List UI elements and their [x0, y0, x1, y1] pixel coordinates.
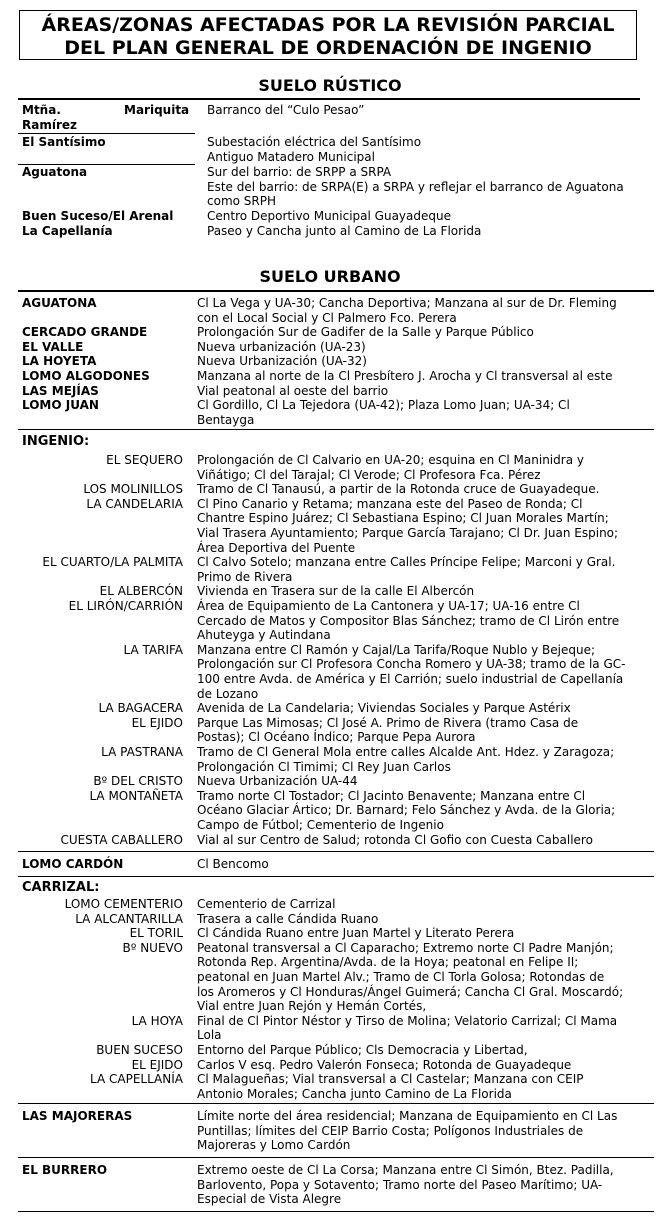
rustico-area-label: Ramírez — [22, 117, 77, 132]
urbano-area-label: LOMO ALGODONES — [22, 369, 150, 383]
rustico-description-line: Este del barrio: de SRPA(E) a SRPA y reflejar el barranco de Aguatona — [207, 179, 624, 194]
carrizal-description-line: Antonio Morales; Cancha junto Camino de La Florida — [197, 1086, 512, 1101]
carrizal-area-label: EL EJIDO — [131, 1057, 183, 1072]
el-burrero-label: EL BURRERO — [22, 1163, 108, 1177]
ingenio-area-label: LA PASTRANA — [101, 745, 183, 759]
ingenio-description-line: Tramo de Cl Tanausú, a partir de la Rotonda cruce de Guayadeque. — [197, 482, 600, 497]
urbano-description-line: con el Local Social y Cl Palmero Fco. Perera — [197, 310, 457, 325]
ingenio-description-line: Tramo de Cl General Mola entre calles Alcalde Ant. Hdez. y Zaragoza; — [197, 745, 615, 759]
ingenio-description-line: Prolongación sur Cl Profesora Concha Romero y UA-38; tramo de la GC- — [197, 657, 626, 672]
rustico-area-label: Mariquita — [124, 103, 190, 117]
lomo-cardon-top-rule — [18, 851, 654, 852]
ingenio-area-label: LA CANDELARIA — [86, 496, 183, 511]
urbano-description-line: Prolongación Sur de Gadifer de la Salle y Parque Público — [197, 325, 534, 340]
ingenio-area-label: LA TARIFA — [123, 642, 183, 657]
urbano-description-line: Cl La Vega y UA-30; Cancha Deportiva; Manzana al sur de Dr. Fleming — [197, 296, 617, 310]
rustico-top-rule — [18, 98, 640, 100]
ingenio-description-line: Manzana entre Cl Ramón y Cajal/La Tarifa/Roque Nublo y Bejeque; — [197, 642, 596, 657]
ingenio-description-line: Campo de Fútbol; Cementerio de Ingenio — [197, 818, 444, 832]
ingenio-area-label: EL CUARTO/LA PALMITA — [42, 555, 183, 570]
las-majoreras-description-line: Majoreras y Lomo Cardón — [197, 1138, 351, 1153]
carrizal-description-line: Vial entre Juan Rejón y Hemán Cortés, — [197, 999, 427, 1014]
ingenio-description-line: Tramo norte Cl Tostador; Cl Jacinto Benavente; Manzana entre Cl — [197, 788, 586, 803]
ingenio-description-line: Cl Pino Canario y Retama; manzana este del Paseo de Ronda; Cl — [197, 496, 583, 511]
ingenio-description-line: Área de Equipamiento de La Cantonera y UA-17; UA-16 entre Cl — [197, 599, 580, 613]
title-box — [19, 10, 637, 60]
ingenio-description-line: Cl Calvo Sotelo; manzana entre Calles Príncipe Felipe; Marconi y Gral. — [197, 555, 616, 570]
urbano-area-label: LAS MEJÍAS — [22, 383, 99, 398]
ingenio-description-line: Chantre Espino Juárez; Cl Sebastiana Espino; Cl Juan Morales Martín; — [197, 511, 609, 526]
majoreras-top-rule — [18, 1103, 654, 1104]
carrizal-description-line: Entorno del Parque Público; Cls Democracia y Libertad, — [197, 1043, 528, 1057]
carrizal-description-line: Lola — [197, 1028, 222, 1043]
ingenio-description-line: Océano Glaciar Ártico; Dr. Barnard; Felo Sánchez y Avda. de la Gloria; — [197, 803, 616, 818]
title-line-2: DEL PLAN GENERAL DE ORDENACIÓN DE INGENIO — [64, 37, 592, 59]
carrizal-area-label: EL TORIL — [129, 926, 183, 941]
carrizal-description-line: Cl Malagueñas; Vial transversal a Cl Castelar; Manzana con CEIP — [197, 1072, 584, 1087]
rustico-description-line: como SRPH — [207, 194, 276, 209]
carrizal-description-line: Carlos V esq. Pedro Valerón Fonseca; Rotonda de Guayadeque — [197, 1057, 572, 1072]
ingenio-area-label: CUESTA CABALLERO — [60, 832, 183, 847]
burrero-top-rule — [18, 1157, 654, 1158]
heading-suelo-rustico: SUELO RÚSTICO — [258, 76, 402, 95]
el-burrero-description-line: Barlovento, Popa y Sotavento; Tramo norte del Paseo Marítimo; UA- — [197, 1177, 603, 1192]
ingenio-area-label: LOS MOLINILLOS — [83, 482, 183, 497]
carrizal-area-label: BUEN SUCESO — [96, 1043, 183, 1057]
carrizal-description-line: Trasera a calle Cándida Ruano — [197, 911, 379, 926]
carrizal-header: CARRIZAL: — [22, 880, 100, 895]
urbano-description-line: Cl Gordillo, Cl La Tejedora (UA-42); Plaza Lomo Juan; UA-34; Cl — [197, 398, 570, 413]
bottom-rule — [18, 1211, 654, 1212]
rustico-area-label: Buen Suceso/El Arenal — [22, 209, 174, 223]
ingenio-description-line: Vial Trasera Ayuntamiento; Parque García Tarajano; Cl Dr. Juan Espino; — [197, 526, 619, 540]
las-majoreras-description-line: Puntillas; límites del CEIP Barrio Costa; Polígonos Industriales de — [197, 1123, 584, 1138]
carrizal-area-label: LA ALCANTARILLA — [75, 911, 183, 926]
ingenio-description-line: Área Deportiva del Puente — [197, 540, 356, 555]
urbano-area-label: CERCADO GRANDE — [22, 325, 148, 340]
ingenio-area-label: EL LIRÓN/CARRIÓN — [68, 599, 183, 613]
carrizal-description-line: Final de Cl Pintor Néstor y Tirso de Molina; Velatorio Carrizal; Cl Mama — [197, 1013, 618, 1028]
ingenio-area-label: Bº DEL CRISTO — [93, 774, 183, 789]
carrizal-area-label: LA CAPELLANÍA — [90, 1072, 183, 1087]
urbano-description-line: Vial peatonal al oeste del barrio — [197, 383, 389, 398]
el-burrero-description-line: Especial de Vista Alegre — [197, 1192, 342, 1207]
ingenio-description-line: Cercado de Matos y Compositor Blas Sánchez; tramo de Cl Lirón entre — [197, 613, 620, 628]
ingenio-description-line: Postas); Cl Océano Índico; Parque Pepa Aurora — [197, 730, 476, 745]
urbano-description-line: Nueva urbanización (UA-23) — [197, 339, 366, 354]
carrizal-description-line: los Aromeros y Cl Honduras/Ángel Guimerá; Cancha Cl Gral. Moscardó; — [197, 984, 624, 999]
ingenio-area-label: EL SEQUERO — [106, 453, 183, 467]
rustico-description-line: Centro Deportivo Municipal Guayadeque — [207, 209, 451, 223]
title-line-1: ÁREAS/ZONAS AFECTADAS POR LA REVISIÓN PARCIAL — [41, 14, 615, 36]
urbano-area-label: AGUATONA — [22, 296, 97, 310]
urbano-area-label: LOMO JUAN — [22, 398, 99, 413]
carrizal-description-line: peatonal en Juan Martel Alv.; Tramo de Cl Torla Golosa; Rotondas de — [197, 970, 605, 984]
lomo-cardon-description-line: Cl Bencomo — [197, 857, 269, 871]
ingenio-area-label: LA MONTAÑETA — [89, 788, 183, 803]
ingenio-description-line: Avenida de La Candelaria; Viviendas Sociales y Parque Astérix — [197, 701, 571, 716]
rustico-description-line: Sur del barrio: de SRPP a SRPA — [207, 165, 392, 179]
rustico-row-divider — [18, 133, 195, 134]
rustico-description-line: Antiguo Matadero Municipal — [207, 149, 375, 164]
carrizal-description-line: Rotonda Rep. Argentina/Avda. de la Hoya; peatonal en Felipe II; — [197, 955, 579, 970]
carrizal-description-line: Cl Cándida Ruano entre Juan Martel y Literato Perera — [197, 926, 515, 941]
carrizal-description-line: Cementerio de Carrizal — [197, 897, 336, 911]
ingenio-header: INGENIO: — [22, 434, 90, 449]
ingenio-description-line: Nueva Urbanización UA-44 — [197, 774, 358, 789]
rustico-area-label: Mtña. — [22, 103, 61, 117]
las-majoreras-description-line: Límite norte del área residencial; Manzana de Equipamiento en Cl Las — [197, 1109, 618, 1123]
ingenio-description-line: Primo de Rivera — [197, 569, 293, 584]
lomo-cardon-label: LOMO CARDÓN — [22, 857, 124, 871]
rustico-description-line: Subestación eléctrica del Santísimo — [207, 135, 422, 149]
urbano-top-rule — [18, 290, 654, 292]
ingenio-description-line: Ahuteyga y Autindana — [197, 628, 331, 643]
ingenio-area-label: EL EJIDO — [131, 715, 183, 730]
ingenio-description-line: Vial al sur Centro de Salud; rotonda Cl Gofio con Cuesta Caballero — [197, 832, 593, 847]
ingenio-description-line: Vivienda en Trasera sur de la calle El Albercón — [197, 584, 475, 599]
heading-suelo-urbano: SUELO URBANO — [259, 267, 401, 286]
ingenio-description-line: Parque Las Mimosas; Cl José A. Primo de Rivera (tramo Casa de — [197, 715, 579, 730]
urbano-description-line: Nueva Urbanización (UA-32) — [197, 354, 367, 369]
ingenio-description-line: Prolongación Cl Timimi; Cl Rey Juan Carlos — [197, 759, 451, 774]
rustico-area-label: Aguatona — [22, 165, 88, 179]
carrizal-area-label: Bº NUEVO — [122, 940, 183, 955]
carrizal-area-label: LA HOYA — [131, 1013, 183, 1028]
urbano-area-label: EL VALLE — [22, 339, 84, 354]
rustico-area-label: El Santísimo — [22, 135, 106, 149]
ingenio-description-line: de Lozano — [197, 686, 259, 701]
urbano-area-label: LA HOYETA — [22, 354, 97, 369]
ingenio-description-line: Prolongación de Cl Calvario en UA-20; esquina en Cl Maninidra y — [197, 453, 584, 467]
ingenio-top-rule — [18, 429, 654, 430]
rustico-area-label: La Capellanía — [22, 224, 113, 238]
rustico-description-line: Barranco del “Culo Pesao” — [207, 103, 365, 117]
rustico-description-line: Paseo y Cancha junto al Camino de La Florida — [207, 224, 482, 238]
ingenio-description-line: 100 entre Avda. de América y El Carrión; suelo industrial de Capellanía — [197, 672, 624, 686]
ingenio-description-line: Viñátigo; Cl del Tarajal; Cl Verode; Cl Profesora Fca. Pérez — [197, 467, 541, 482]
carrizal-top-rule — [18, 876, 654, 877]
las-majoreras-label: LAS MAJORERAS — [22, 1109, 133, 1123]
urbano-description-line: Bentayga — [197, 412, 255, 427]
ingenio-area-label: EL ALBERCÓN — [99, 584, 183, 599]
carrizal-description-line: Peatonal transversal a Cl Caparacho; Extremo norte Cl Padre Manjón; — [197, 940, 614, 955]
ingenio-area-label: LA BAGACERA — [98, 701, 183, 716]
el-burrero-description-line: Extremo oeste de Cl La Corsa; Manzana entre Cl Simón, Btez. Padilla, — [197, 1163, 614, 1177]
carrizal-area-label: LOMO CEMENTERIO — [64, 897, 183, 911]
urbano-description-line: Manzana al norte de la Cl Presbítero J. Arocha y Cl transversal al este — [197, 369, 613, 383]
